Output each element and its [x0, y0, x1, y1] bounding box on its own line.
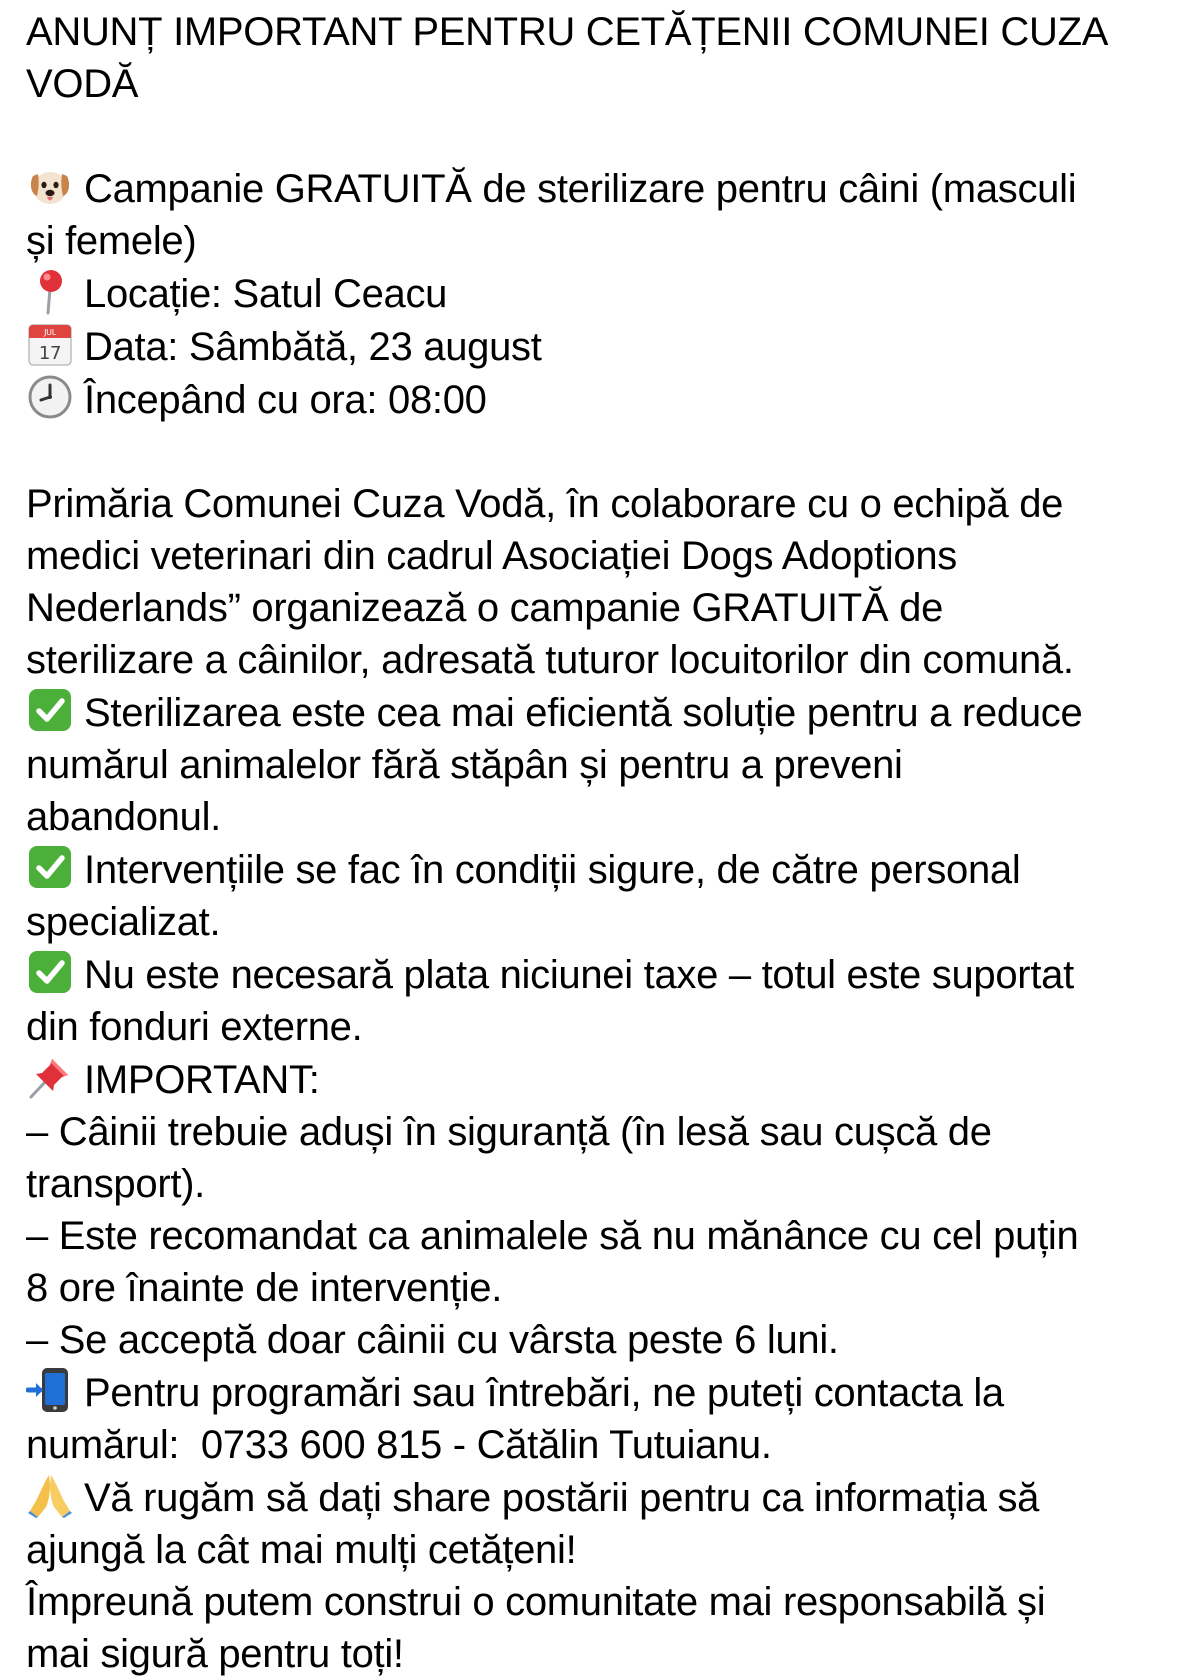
post-title-line-1: ANUNȚ IMPORTANT PENTRU CETĂȚENII COMUNEI CUZA — [26, 10, 1109, 54]
share-line-2: ajungă la cât mai mulți cetățeni! — [26, 1528, 577, 1572]
clock-icon — [26, 373, 74, 421]
share-text: Vă rugăm să dați share postării pentru ca informația să — [84, 1476, 1040, 1520]
campaign-line-2: și femele) — [26, 219, 197, 263]
contact-suffix: - Cătălin Tutuianu. — [441, 1423, 772, 1467]
folded-hands-icon — [26, 1471, 74, 1519]
benefit-1-line-2: numărul animalelor fără stăpân și pentru a preveni — [26, 743, 903, 787]
benefit-3-text: Nu este necesară plata niciunei taxe – totul este suportat — [84, 953, 1074, 997]
calendar-icon — [26, 320, 74, 368]
location-line — [26, 267, 1176, 320]
check-mark-button-icon — [26, 843, 74, 891]
intro-line-4: sterilizare a câinilor, adresată tuturor locuitorilor din comună. — [26, 638, 1074, 682]
check-mark-button-icon — [26, 948, 74, 996]
rule-1-line-2: transport). — [26, 1162, 205, 1206]
final-line-2: mai sigură pentru toți! — [26, 1632, 404, 1676]
phone-number-link[interactable]: 0733 600 815 — [200, 1423, 442, 1467]
post-body — [26, 6, 1176, 1680]
intro-line-3: Nederlands” organizează o campanie GRATUITĂ de — [26, 586, 944, 630]
time-line — [26, 373, 1176, 426]
campaign-line — [26, 162, 1176, 215]
rule-1-line-1: – Câinii trebuie aduși în siguranță (în lesă sau cușcă de — [26, 1110, 992, 1154]
rule-2-line-1: – Este recomandat ca animalele să nu mănânce cu cel puțin — [26, 1214, 1079, 1258]
time-text: Începând cu ora: 08:00 — [84, 378, 487, 422]
mobile-phone-arrow-icon — [26, 1366, 74, 1414]
campaign-text: Campanie GRATUITĂ de sterilizare pentru câini (masculi — [84, 167, 1077, 211]
intro-line-2: medici veterinari din cadrul Asociației Dogs Adoptions — [26, 534, 957, 578]
contact-text: Pentru programări sau întrebări, ne puteți contacta la — [84, 1371, 1004, 1415]
post-title-line-2: VODĂ — [26, 62, 139, 106]
check-mark-button-icon — [26, 686, 74, 734]
contact-prefix: numărul: — [26, 1423, 201, 1467]
benefit-2-line-1 — [26, 843, 1176, 896]
date-text: Data: Sâmbătă, 23 august — [84, 325, 542, 369]
benefit-1-text: Sterilizarea este cea mai eficientă soluție pentru a reduce — [84, 691, 1083, 735]
benefit-1-line-3: abandonul. — [26, 795, 221, 839]
svg-text:17: 17 — [38, 343, 62, 364]
benefit-2-line-2: specializat. — [26, 900, 221, 944]
pushpin-icon — [26, 1053, 74, 1101]
important-heading-line — [26, 1053, 1176, 1106]
important-heading: IMPORTANT: — [84, 1058, 320, 1102]
location-text: Locație: Satul Ceacu — [84, 272, 448, 316]
final-line-1: Împreună putem construi o comunitate mai responsabilă și — [26, 1580, 1046, 1624]
dog-face-icon — [26, 162, 74, 210]
intro-line-1: Primăria Comunei Cuza Vodă, în colaborare cu o echipă de — [26, 482, 1064, 526]
contact-line-2 — [26, 1419, 1176, 1471]
rule-3-line-1: – Se acceptă doar câinii cu vârsta peste 6 luni. — [26, 1318, 839, 1362]
contact-line-1 — [26, 1366, 1176, 1419]
benefit-1-line-1 — [26, 686, 1176, 739]
date-line — [26, 320, 1176, 373]
benefit-3-line-2: din fonduri externe. — [26, 1005, 363, 1049]
benefit-2-text: Intervențiile se fac în condiții sigure, de către personal — [84, 848, 1021, 892]
benefit-3-line-1 — [26, 948, 1176, 1001]
round-pushpin-icon — [26, 267, 74, 315]
share-line-1 — [26, 1471, 1176, 1524]
svg-text:JUL: JUL — [44, 328, 56, 337]
rule-2-line-2: 8 ore înainte de intervenție. — [26, 1266, 503, 1310]
spacer — [26, 426, 1176, 478]
spacer — [26, 110, 1176, 162]
